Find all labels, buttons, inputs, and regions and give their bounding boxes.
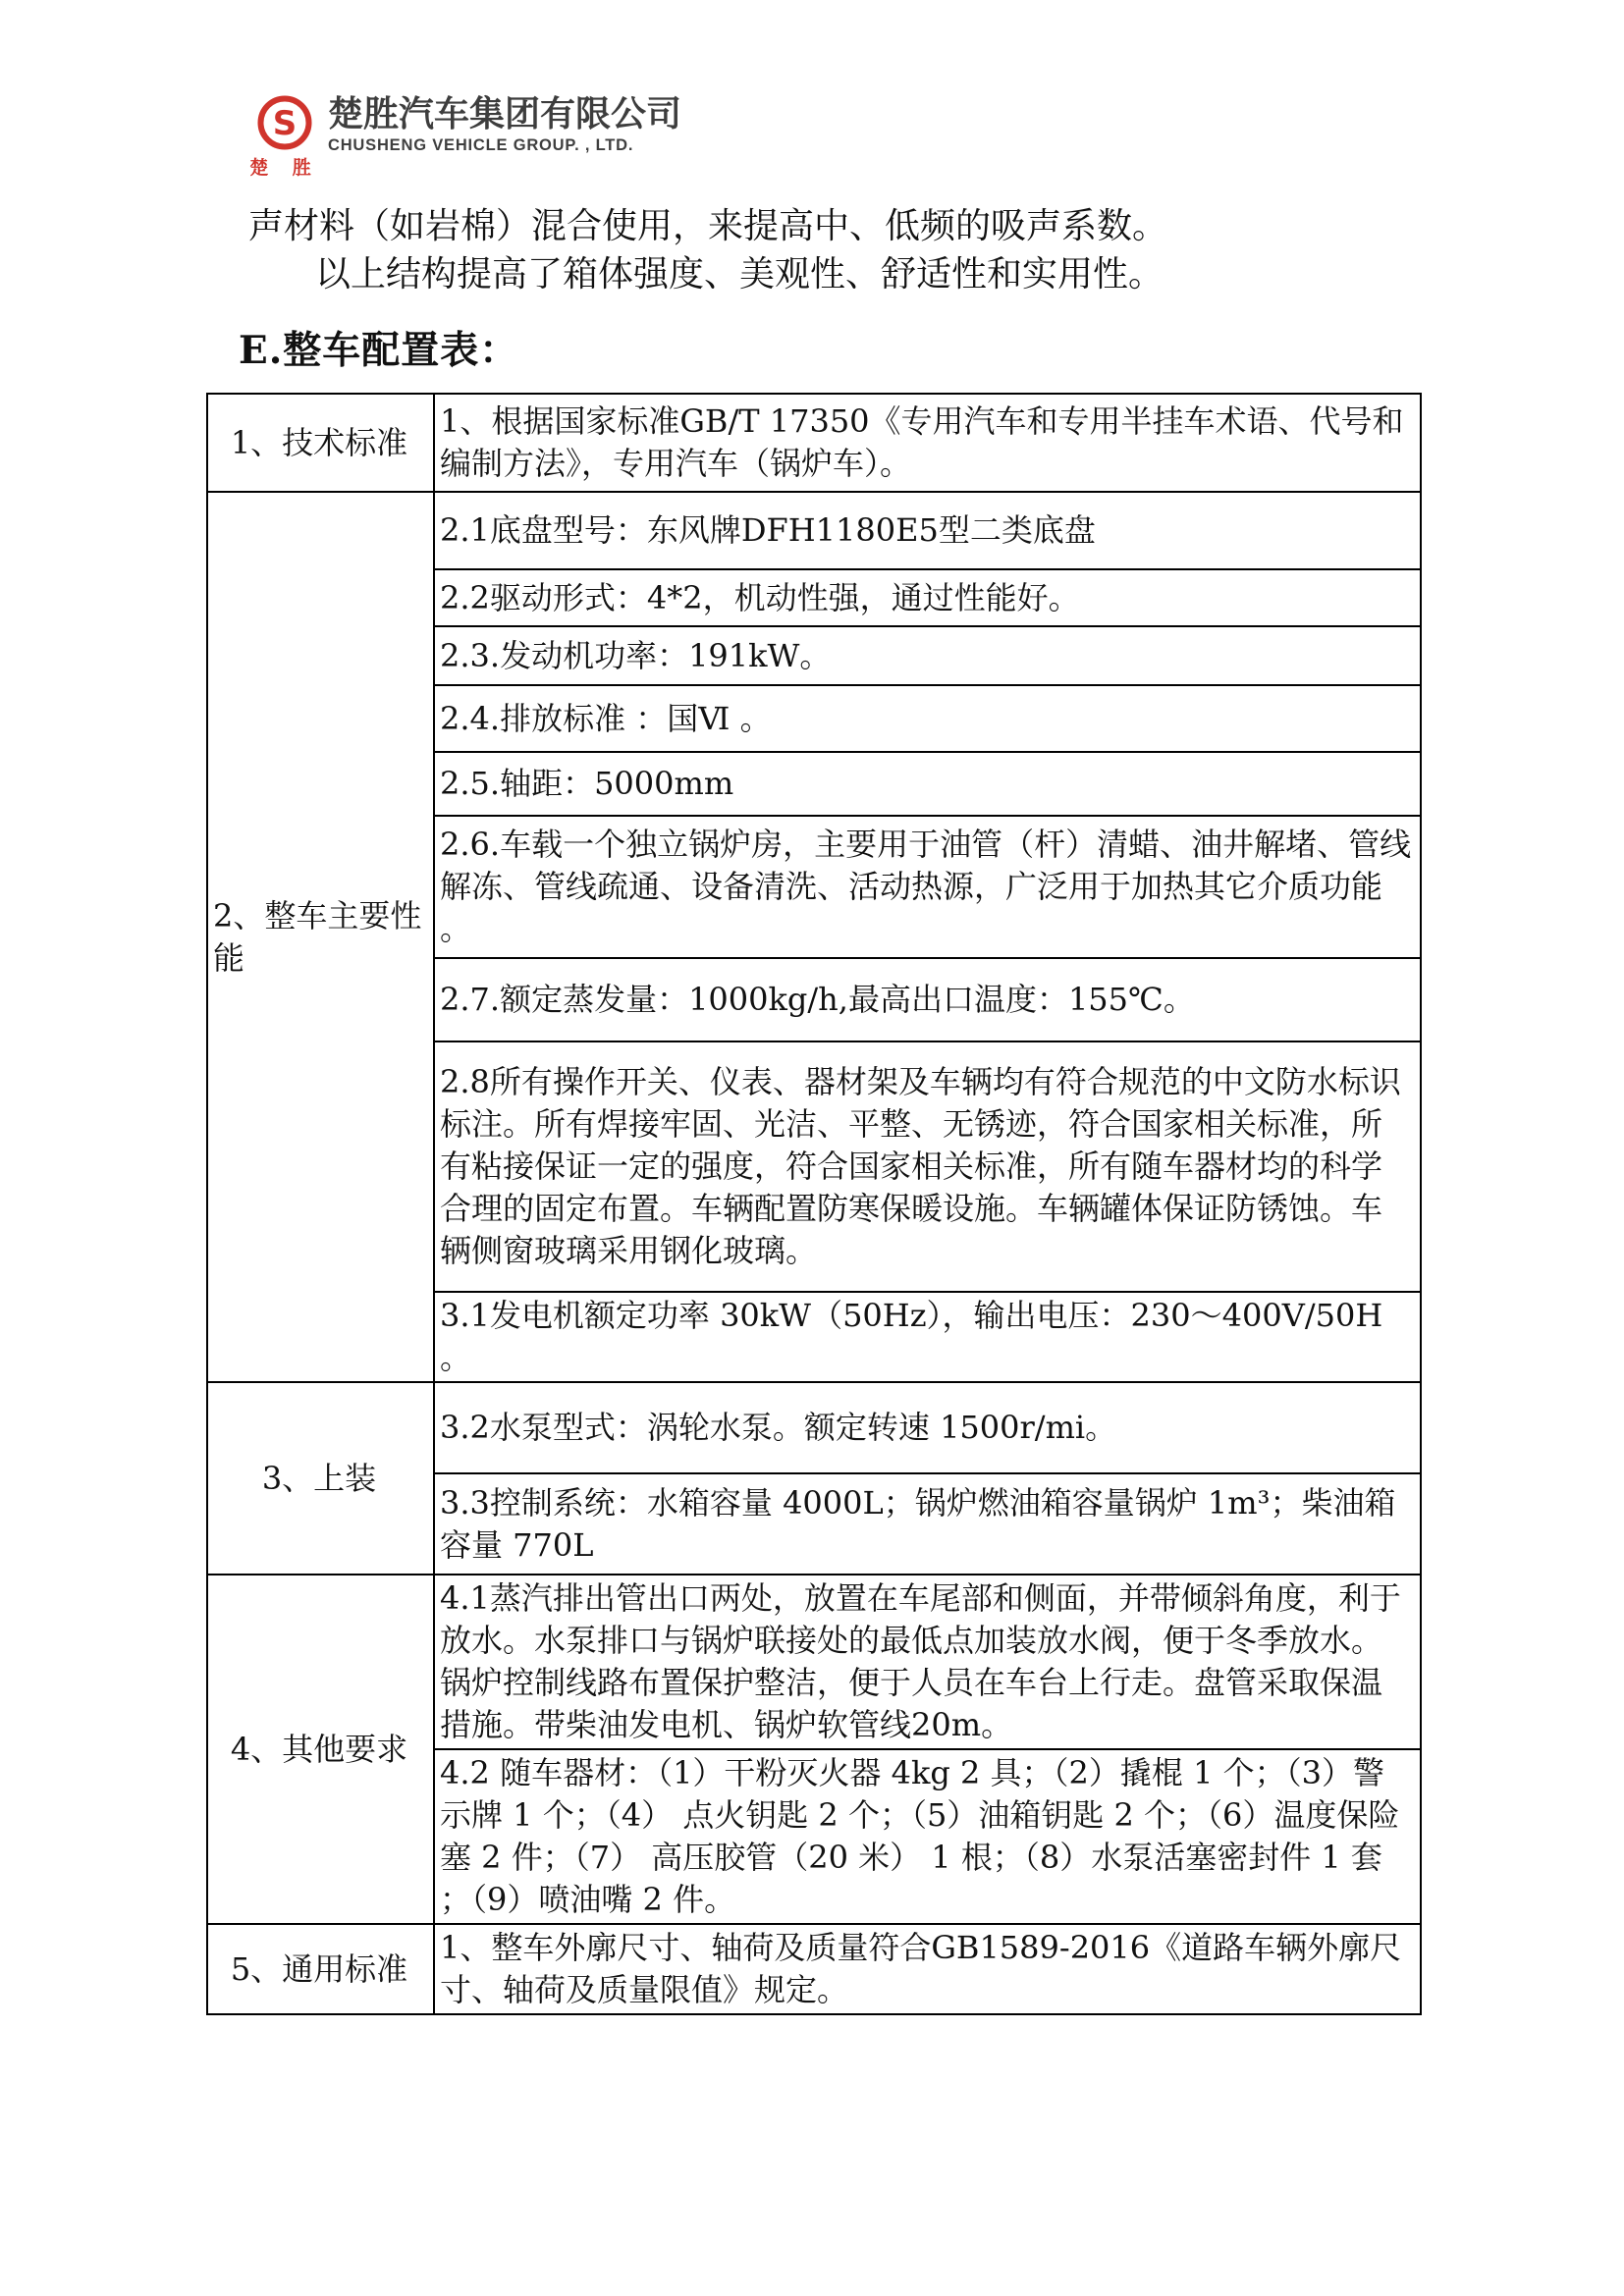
spec-table	[206, 393, 1422, 2015]
spec-cell-2-6: 2.6.车载一个独立锅炉房，主要用于油管（杆）清蜡、油井解堵、管线解冻、管线疏通、设备清洗、活动热源，广泛用于加热其它介质功能。	[434, 816, 1421, 958]
spec-cell-2-5: 2.5.轴距：5000mm	[434, 752, 1421, 816]
company-logo	[249, 93, 682, 180]
spec-cell-2-8: 2.8所有操作开关、仪表、器材架及车辆均有符合规范的中文防水标识标注。所有焊接牢固、光洁、平整、无锈迹，符合国家相关标准，所有粘接保证一定的强度，符合国家相关标准，所有随车器材均的科学合理的固定布置。车辆配置防寒保暖设施。车辆罐体保证防锈蚀。车辆侧窗玻璃采用钢化玻璃。	[434, 1041, 1421, 1292]
category-cell-other-requirements: 4、其他要求	[207, 1575, 434, 1924]
company-logo-icon	[256, 94, 313, 151]
spec-cell-3-1: 3.1发电机额定功率 30kW（50Hz），输出电压：230～400V/50H。	[434, 1292, 1421, 1382]
category-cell-general-standard: 5、通用标准	[207, 1924, 434, 2014]
company-name-block	[328, 94, 681, 155]
table-row	[207, 1382, 1421, 1473]
spec-cell-2-1: 2.1底盘型号：东风牌DFH1180E5型二类底盘	[434, 492, 1421, 569]
company-name-en: CHUSHENG VEHICLE GROUP. , LTD.	[328, 136, 634, 154]
spec-cell-5: 1、整车外廓尺寸、轴荷及质量符合GB1589-2016《道路车辆外廓尺寸、轴荷及质量限值》规定。	[434, 1924, 1421, 2014]
table-row	[207, 492, 1421, 569]
table-row	[207, 1575, 1421, 1749]
logo-caption: 楚 胜	[249, 157, 320, 179]
company-logo-mark	[249, 94, 320, 180]
intro-line-2: 以上结构提高了箱体强度、美观性、舒适性和实用性。	[315, 254, 1164, 294]
category-cell-technical-standard: 1、技术标准	[207, 394, 434, 492]
spec-cell-2-3: 2.3.发动机功率：191kW。	[434, 626, 1421, 685]
category-cell-superstructure: 3、上装	[207, 1382, 434, 1575]
spec-cell-3-2: 3.2水泵型式：涡轮水泵。额定转速 1500r/mi。	[434, 1382, 1421, 1473]
company-name-cn: 楚胜汽车集团有限公司	[328, 93, 682, 133]
spec-cell-3-3: 3.3控制系统：水箱容量 4000L；锅炉燃油箱容量锅炉 1m³；柴油箱容量 770L	[434, 1473, 1421, 1575]
svg-text:S: S	[272, 104, 298, 143]
spec-cell-2-7: 2.7.额定蒸发量：1000kg/h,最高出口温度：155℃。	[434, 958, 1421, 1041]
table-row	[207, 1924, 1421, 2014]
category-cell-main-performance: 2、整车主要性能	[207, 492, 434, 1382]
intro-line-1: 声材料（如岩棉）混合使用，来提高中、低频的吸声系数。	[248, 206, 1168, 246]
spec-cell-2-4: 2.4.排放标准 ：国Ⅵ 。	[434, 685, 1421, 752]
table-row	[207, 394, 1421, 492]
spec-cell-4-1: 4.1蒸汽排出管出口两处，放置在车尾部和侧面，并带倾斜角度，利于放水。水泵排口与锅炉联接处的最低点加装放水阀，便于冬季放水。锅炉控制线路布置保护整洁，便于人员在车台上行走。盘管采取保温措施。带柴油发电机、锅炉软管线20m。	[434, 1575, 1421, 1749]
intro-paragraph	[248, 202, 1167, 298]
spec-cell-4-2: 4.2 随车器材：（1）干粉灭火器 4kg 2 具；（2）撬棍 1 个；（3）警示牌 1 个；（4） 点火钥匙 2 个；（5）油箱钥匙 2 个；（6）温度保险塞 2 件；（7） 高压胶管（20 米） 1 根；（8）水泵活塞密封件 1 套；（9）喷油嘴 2 件。	[434, 1749, 1421, 1924]
spec-cell-1: 1、根据国家标准GB/T 17350《专用汽车和专用半挂车术语、代号和编制方法》，专用汽车（锅炉车）。	[434, 394, 1421, 492]
spec-cell-2-2: 2.2驱动形式：4*2，机动性强，通过性能好。	[434, 569, 1421, 626]
section-title: E.整车配置表：	[239, 328, 519, 373]
